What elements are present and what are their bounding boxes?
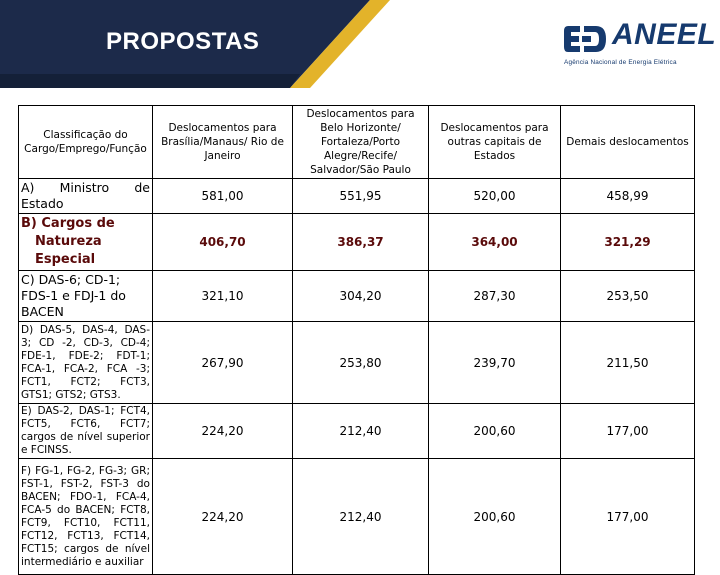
row-label bbox=[19, 214, 153, 271]
cell-value: 200,60 bbox=[429, 404, 561, 459]
table-row bbox=[19, 404, 695, 459]
cell-value: 224,20 bbox=[153, 404, 293, 459]
table-row bbox=[19, 214, 695, 271]
cell-value: 211,50 bbox=[561, 322, 695, 404]
cell-value: 304,20 bbox=[293, 271, 429, 322]
column-header-brasilia: Deslocamentos para Brasília/Manaus/ Rio de Janeiro bbox=[153, 106, 293, 179]
aneel-logo-icon bbox=[562, 22, 608, 56]
row-label: C) DAS-6; CD-1; FDS-1 e FDJ-1 do BACEN bbox=[19, 271, 153, 322]
row-label-line2: Natureza Especial bbox=[35, 234, 102, 267]
cell-value: 253,50 bbox=[561, 271, 695, 322]
cell-value: 364,00 bbox=[429, 214, 561, 271]
cell-value: 212,40 bbox=[293, 459, 429, 575]
cell-value: 386,37 bbox=[293, 214, 429, 271]
page-title: PROPOSTAS bbox=[106, 28, 260, 55]
cell-value: 321,29 bbox=[561, 214, 695, 271]
cell-value: 200,60 bbox=[429, 459, 561, 575]
row-label: A) Ministro de Estado bbox=[19, 179, 153, 214]
row-label: D) DAS-5, DAS-4, DAS-3; CD -2, CD-3, CD-4; FDE-1, FDE-2; FDT-1; FCA-1, FCA-2, FCA -3; FCT1, FCT2; FCT3, GTS1; GTS2; GTS3. bbox=[19, 322, 153, 404]
rates-table bbox=[18, 105, 695, 575]
cell-value: 177,00 bbox=[561, 404, 695, 459]
row-label: E) DAS-2, DAS-1; FCT4, FCT5, FCT6, FCT7; cargos de nível superior e FCINSS. bbox=[19, 404, 153, 459]
table-row bbox=[19, 271, 695, 322]
cell-value: 253,80 bbox=[293, 322, 429, 404]
column-header-outras-capitais: Deslocamentos para outras capitais de Estados bbox=[429, 106, 561, 179]
table-row bbox=[19, 179, 695, 214]
row-label-line1: B) Cargos de bbox=[21, 216, 115, 231]
cell-value: 267,90 bbox=[153, 322, 293, 404]
column-header-classificacao: Classificação do Cargo/Emprego/Função bbox=[19, 106, 153, 179]
aneel-logo bbox=[562, 18, 717, 70]
cell-value: 551,95 bbox=[293, 179, 429, 214]
row-label: F) FG-1, FG-2, FG-3; GR; FST-1, FST-2, FST-3 do BACEN; FDO-1, FCA-4, FCA-5 do BACEN; FCT8, FCT9, FCT10, FCT11, FCT12, FCT13, FCT14, FCT15; cargos de nível intermediário e auxiliar bbox=[19, 459, 153, 575]
logo-wordmark: ANEEL bbox=[612, 18, 717, 51]
table-header-row bbox=[19, 106, 695, 179]
cell-value: 212,40 bbox=[293, 404, 429, 459]
cell-value: 177,00 bbox=[561, 459, 695, 575]
cell-value: 224,20 bbox=[153, 459, 293, 575]
cell-value: 458,99 bbox=[561, 179, 695, 214]
cell-value: 406,70 bbox=[153, 214, 293, 271]
column-header-capitais-principais: Deslocamentos para Belo Horizonte/ Fortaleza/Porto Alegre/Recife/ Salvador/São Paulo bbox=[293, 106, 429, 179]
cell-value: 239,70 bbox=[429, 322, 561, 404]
column-header-demais: Demais deslocamentos bbox=[561, 106, 695, 179]
cell-value: 520,00 bbox=[429, 179, 561, 214]
logo-subtitle: Agência Nacional de Energia Elétrica bbox=[564, 59, 677, 66]
cell-value: 581,00 bbox=[153, 179, 293, 214]
header bbox=[0, 0, 720, 88]
table-row bbox=[19, 322, 695, 404]
cell-value: 287,30 bbox=[429, 271, 561, 322]
cell-value: 321,10 bbox=[153, 271, 293, 322]
table-row bbox=[19, 459, 695, 575]
